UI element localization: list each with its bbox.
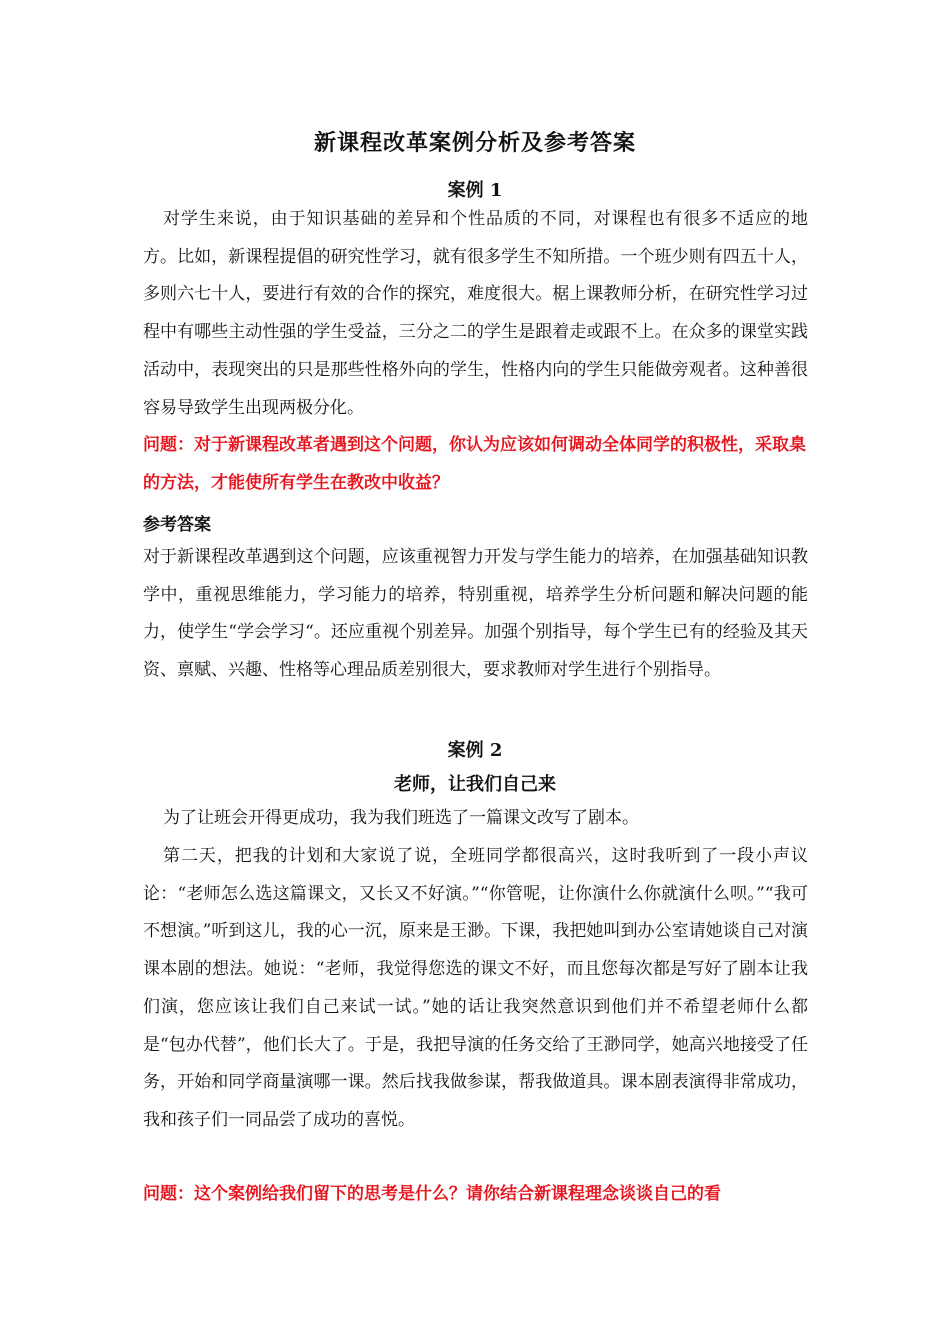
case1-answer-label: 参考答案 [143,515,211,535]
case2-question: 问题：这个案例给我们留下的思考是什么？请你结合新课程理念谈谈自己的看 [143,1184,721,1204]
case1-answer: 对于新课程改革遇到这个问题，应该重视智力开发与学生能力的培养，在加强基础知识教学中，重视思维能力，学习能力的培养，特别重视，培养学生分析问题和解决问题的能力，使学生“学会学习“。还应重视个别差异。加强个别指导，每个学生已有的经验及其天资、禀赋、兴趣、性格等心理品质差别很大，要求教师对学生进行个别指导。 [143,547,808,681]
case2-paragraph-1: 为了让班会开得更成功，我为我们班选了一篇课文改写了剧本。 [163,808,639,828]
case2-paragraph-2: 第二天，把我的计划和大家说了说，全班同学都很高兴，这时我听到了一段小声议论：“老师怎么选这篇课文，又长又不好演。”“你管呢，让你演什么你就演什么呗。”“我可不想演。”听到这儿，我的心一沉，原来是王渺。下课，我把她叫到办公室请她谈自己对演课本剧的想法。她说：“老师，我觉得您选的课文不好，而且您每次都是写好了剧本让我们演，您应该让我们自己来试一试。”她的话让我突然意识到他们并不希望老师什么都是“包办代替”，他们长大了。于是，我把导演的任务交给了王渺同学，她高兴地接受了任务，开始和同学商量演哪一课。然后找我做参谋，帮我做道具。课本剧表演得非常成功，我和孩子们一同品尝了成功的喜悦。 [143,846,808,1130]
case2-heading: 案例 2 [447,740,503,761]
document-title: 新课程改革案例分析及参考答案 [313,130,636,156]
case2-subheading: 老师，让我们自己来 [394,774,556,795]
case1-question: 问题：对于新课程改革者遇到这个问题，你认为应该如何调动全体同学的积极性，采取臬的方法，才能使所有学生在教改中收益？ [143,435,806,493]
case1-paragraph: 对学生来说，由于知识基础的差异和个性品质的不同，对课程也有很多不适应的地方。比如，新课程提倡的研究性学习，就有很多学生不知所措。一个班少则有四五十人，多则六七十人，要进行有效的合作的探究，难度很大。椐上课教师分析，在研究性学习过程中有哪些主动性强的学生受益，三分之二的学生是跟着走或跟不上。在众多的课堂实践活动中，表现突出的只是那些性格外向的学生，性格内向的学生只能做旁观者。这种善很容易导致学生出现两极分化。 [143,209,808,418]
case1-heading: 案例 1 [447,180,503,201]
